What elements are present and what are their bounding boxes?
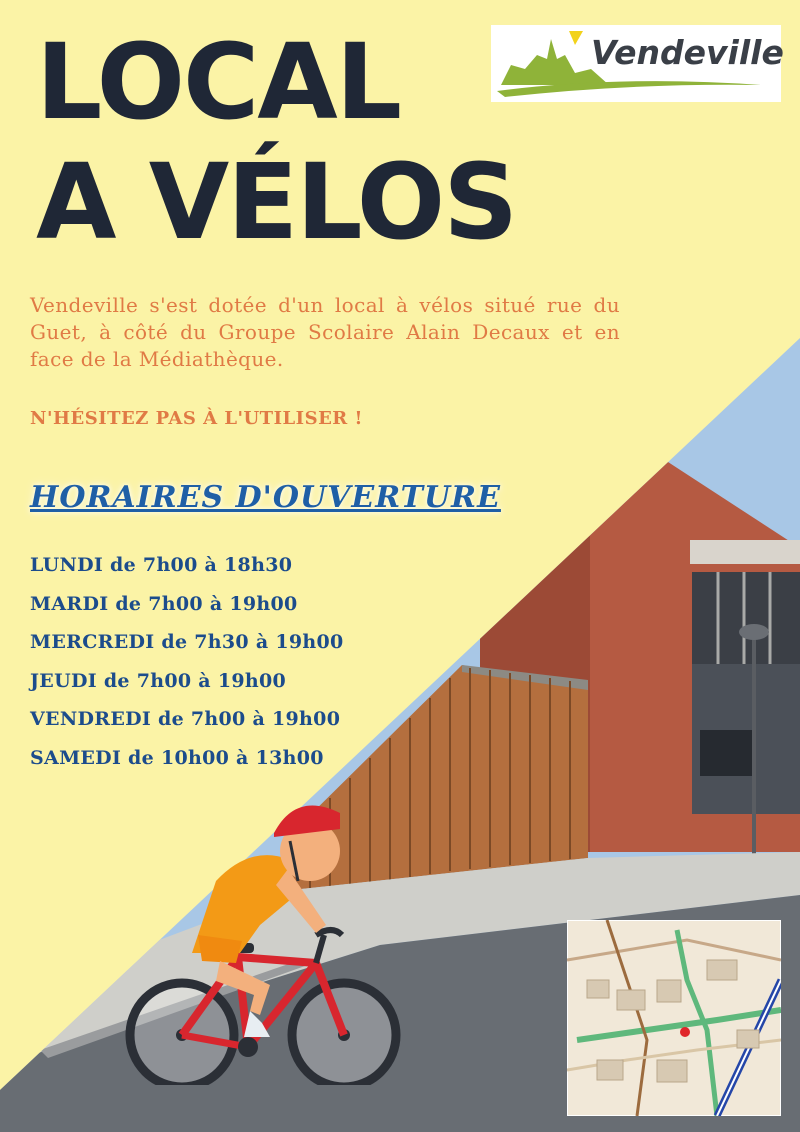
hours-tuesday: MARDI de 7h00 à 19h00: [30, 592, 298, 615]
location-map: [567, 920, 781, 1116]
lower-window: [700, 730, 756, 776]
bicycle-icon: [130, 930, 396, 1085]
hours-thursday: JEUDI de 7h00 à 19h00: [30, 669, 287, 692]
call-to-action: N'HÉSITEZ PAS À L'UTILISER !: [30, 408, 363, 429]
intro-paragraph: Vendeville s'est dotée d'un local à vélos situé rue du Guet, à côté du Groupe Scolaire Alain Decaux et en face de la Médiathèque.: [30, 293, 620, 371]
page-title-line1: LOCAL: [36, 21, 401, 143]
hours-wednesday: MERCREDI de 7h30 à 19h00: [30, 631, 344, 653]
vendeville-logo: [491, 25, 784, 102]
opening-hours-title: HORAIRES D'OUVERTURE: [30, 480, 501, 515]
page-title-line2: A VÉLOS: [36, 141, 517, 263]
hours-saturday: SAMEDI de 10h00 à 13h00: [30, 746, 324, 769]
hours-friday: VENDREDI de 7h00 à 19h00: [30, 708, 341, 730]
logo-text: Vendeville: [591, 33, 784, 72]
facade-band: [690, 540, 800, 564]
opening-hours-list: [30, 546, 344, 777]
location-pin-icon: [680, 1027, 690, 1037]
upper-windows: [692, 572, 800, 664]
hours-monday: LUNDI de 7h00 à 18h30: [30, 554, 293, 576]
cyclist-illustration: [120, 785, 410, 1085]
